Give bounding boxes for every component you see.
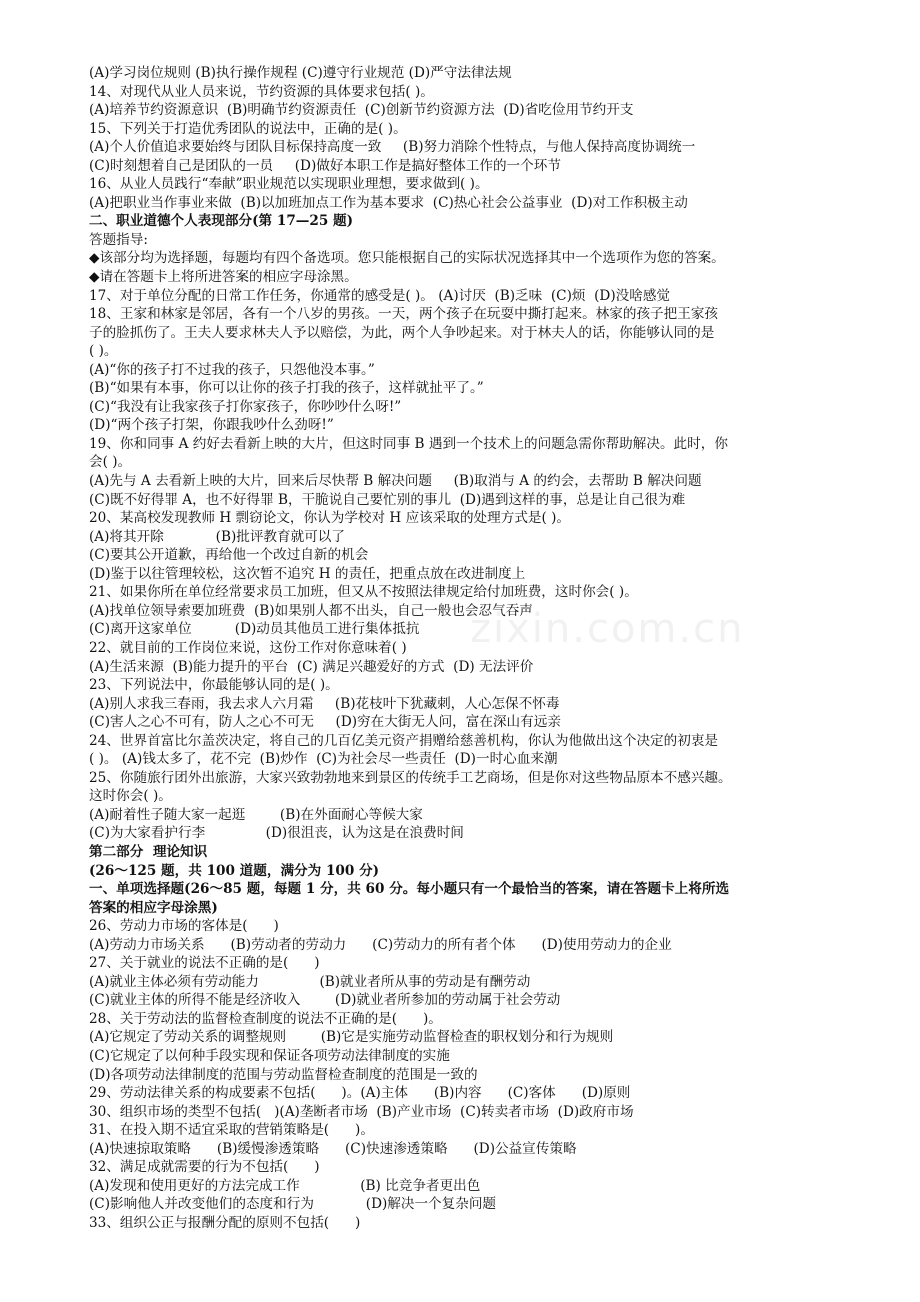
text-line: (C)既不好得罪 A，也不好得罪 B，干脆说自己要忙别的事儿 (D)遇到这样的事，总是让自己很为难 xyxy=(89,491,686,508)
text-line: (A)劳动力市场关系 (B)劳动者的劳动力 (C)劳动力的所有者个体 (D)使用劳动力的企业 xyxy=(89,936,672,953)
text-line: 32、满足成就需要的行为不包括( ) xyxy=(89,1159,320,1176)
text-line: 23、下列说法中，你最能够认同的是( )。 xyxy=(89,677,339,694)
text-line: 子的脸抓伤了。王夫人要求林夫人予以赔偿，为此，两个人争吵起来。对于林夫人的话，你能够认同的是 xyxy=(89,324,715,341)
text-line: 25、你随旅行团外出旅游，大家兴致勃勃地来到景区的传统手工艺商场，但是你对这些物品原本不感兴趣。 xyxy=(89,769,732,786)
text-line: (D)各项劳动法律制度的范围与劳动监督检查制度的范围是一致的 xyxy=(89,1066,478,1083)
text-line: 答题指导: xyxy=(89,231,148,248)
text-line: (A)培养节约资源意识 (B)明确节约资源责任 (C)创新节约资源方法 (D)省吃俭用节约开支 xyxy=(89,102,634,119)
text-line: (A)生活来源 (B)能力提升的平台 (C) 满足兴趣爱好的方式 (D) 无法评价 xyxy=(89,658,534,675)
text-line: 30、组织市场的类型不包括( )(A)垄断者市场 (B)产业市场 (C)转卖者市场 (D)政府市场 xyxy=(89,1103,634,1120)
text-line: 24、世界首富比尔盖茨决定，将自己的几百亿美元资产捐赠给慈善机构，你认为他做出这个决定的初衷是 xyxy=(89,732,719,749)
text-line: 这时你会( )。 xyxy=(89,788,172,805)
text-line: (A)把职业当作事业来做 (B)以加班加点工作为基本要求 (C)热心社会公益事业 (D)对工作积极主动 xyxy=(89,194,688,211)
text-line: (B)“如果有本事，你可以让你的孩子打我的孩子，这样就扯平了。” xyxy=(89,380,484,397)
text-line: (A)将其开除 (B)批评教育就可以了 xyxy=(89,528,345,545)
text-line: 33、组织公正与报酬分配的原则不包括( ) xyxy=(89,1214,361,1231)
text-line: 二、职业道德个人表现部分(第 17—25 题) xyxy=(89,213,354,230)
text-line: (A)它规定了劳动关系的调整规则 (B)它是实施劳动监督检查的职权划分和行为规则 xyxy=(89,1029,614,1046)
text-line: 17、对于单位分配的日常工作任务，你通常的感受是( )。 (A)讨厌 (B)乏味 (C)烦 (D)没啥感觉 xyxy=(89,287,671,304)
text-line: (C)“我没有让我家孩子打你家孩子，你吵吵什么呀!” xyxy=(89,398,402,415)
text-line: 14、对现代从业人员来说，节约资源的具体要求包括( )。 xyxy=(89,83,434,100)
text-line: (26～125 题，共 100 道题，满分为 100 分) xyxy=(89,862,380,879)
text-line: ◆该部分均为选择题，每题均有四个备选项。您只能根据自己的实际状况选择其中一个选项作为您的答案。 xyxy=(89,250,725,267)
text-line: (C)离开这家单位 (D)动员其他员工进行集体抵抗 xyxy=(89,621,420,638)
text-line: 15、下列关于打造优秀团队的说法中，正确的是( )。 xyxy=(89,120,407,137)
text-line: 22、就目前的工作岗位来说，这份工作对你意味着( ) xyxy=(89,639,407,656)
text-line: (C)它规定了以何种手段实现和保证各项劳动法律制度的实施 xyxy=(89,1047,450,1064)
text-line: (C)影响他人并改变他们的态度和行为 (D)解决一个复杂问题 xyxy=(89,1196,497,1213)
text-line: (A)“你的孩子打不过我的孩子，只怨他没本事。” xyxy=(89,361,375,378)
text-line: 一、单项选择题(26～85 题，每题 1 分，共 60 分。每小题只有一个最恰当的答案，请在答题卡上将所选 xyxy=(89,881,730,898)
text-line: (A)别人求我三春雨，我去求人六月霜 (B)花枝叶下犹藏刺，人心怎保不怀毒 xyxy=(89,695,560,712)
text-line: (C)为大家看护行李 (D)很沮丧，认为这是在浪费时间 xyxy=(89,825,464,842)
text-line: 19、你和同事 A 约好去看新上映的大片，但这时同事 B 遇到一个技术上的问题急需你帮助解决。此时，你 xyxy=(89,435,728,452)
text-line: (A)快速掠取策略 (B)缓慢渗透策略 (C)快速渗透策略 (D)公益宣传策略 xyxy=(89,1140,577,1157)
text-line: 18、王家和林家是邻居，各有一个八岁的男孩。一天，两个孩子在玩耍中撕打起来。林家的孩子把王家孩 xyxy=(89,306,719,323)
text-line: (A)发现和使用更好的方法完成工作 (B) 比竞争者更出色 xyxy=(89,1177,481,1194)
text-line: 16、从业人员践行“奉献”职业规范以实现职业理想，要求做到( )。 xyxy=(89,176,489,193)
text-line: (A)找单位领导索要加班费 (B)如果别人都不出头，自己一般也会忍气吞声 xyxy=(89,602,533,619)
text-line: (A)个人价值追求要始终与团队目标保持高度一致 (B)努力消除个性特点，与他人保持高度协调统一 xyxy=(89,139,696,156)
text-line: (A)就业主体必须有劳动能力 (B)就业者所从事的劳动是有酬劳动 xyxy=(89,973,531,990)
text-line: 21、如果你所在单位经常要求员工加班，但又从不按照法律规定给付加班费，这时你会( )。 xyxy=(89,584,638,601)
watermark: zixin.com.cn xyxy=(470,606,745,652)
text-line: (D)鉴于以往管理较松，这次暂不追究 H 的责任，把重点放在改进制度上 xyxy=(89,565,526,582)
text-line: 答案的相应字母涂黑) xyxy=(89,899,218,916)
text-line: (C)时刻想着自己是团队的一员 (D)做好本职工作是搞好整体工作的一个环节 xyxy=(89,157,561,174)
text-line: 20、某高校发现教师 H 剽窃论文，你认为学校对 H 应该采取的处理方式是( )。 xyxy=(89,510,571,527)
text-line: (C)要其公开道歉，再给他一个改过自新的机会 xyxy=(89,547,369,564)
text-line: (D)“两个孩子打架，你跟我吵什么劲呀!” xyxy=(89,417,334,434)
text-line: 第二部分 理论知识 xyxy=(89,843,208,860)
text-line: 会( )。 xyxy=(89,454,132,471)
text-line: (A)耐着性子随大家一起逛 (B)在外面耐心等候大家 xyxy=(89,806,423,823)
text-line: ( )。 xyxy=(89,343,118,360)
text-line: 28、关于劳动法的监督检查制度的说法不正确的是( )。 xyxy=(89,1010,442,1027)
text-line: 27、关于就业的说法不正确的是( ) xyxy=(89,955,320,972)
text-line: (C)害人之心不可有，防人之心不可无 (D)穷在大街无人问，富在深山有远亲 xyxy=(89,714,561,731)
text-line: ( )。 (A)钱太多了，花不完 (B)炒作 (C)为社会尽一些责任 (D)一时心血来潮 xyxy=(89,751,558,768)
text-line: ◆请在答题卡上将所进答案的相应字母涂黑。 xyxy=(89,269,358,286)
text-line: (A)先与 A 去看新上映的大片，回来后尽快帮 B 解决问题 (B)取消与 A 的约会，去帮助 B 解决问题 xyxy=(89,473,702,490)
text-line: 31、在投入期不适宜采取的营销策略是( )。 xyxy=(89,1122,374,1139)
text-line: (C)就业主体的所得不能是经济收入 (D)就业者所参加的劳动属于社会劳动 xyxy=(89,992,561,1009)
text-line: (A)学习岗位规则 (B)执行操作规程 (C)遵守行业规范 (D)严守法律法规 xyxy=(89,65,512,81)
text-line: 29、劳动法律关系的构成要素不包括( )。(A)主体 (B)内容 (C)客体 (D)原则 xyxy=(89,1085,631,1102)
text-line: 26、劳动力市场的客体是( ) xyxy=(89,918,279,935)
